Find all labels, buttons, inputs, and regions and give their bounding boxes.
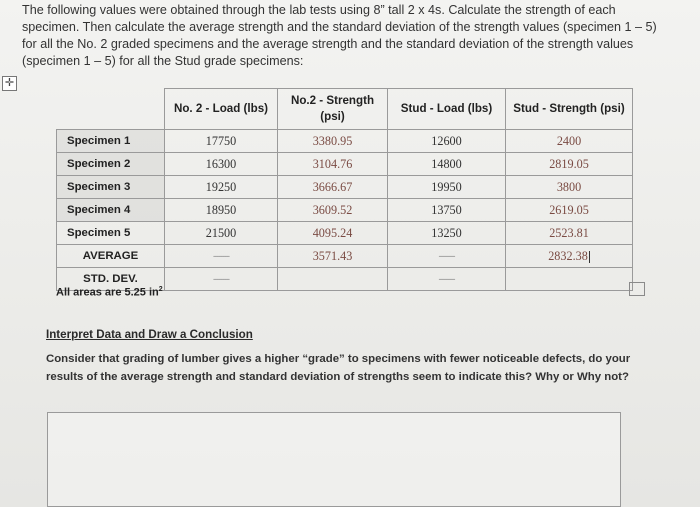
stud-strength-cell[interactable]: 2523.81 (506, 222, 633, 245)
row-label: Specimen 4 (57, 199, 165, 222)
question-text: Consider that grading of lumber gives a higher “grade” to specimens with fewer noticeable defects, do your results of the average strength and standard deviation of strengths seem to indicate this? Why or Why not? (46, 353, 631, 383)
move-handle-icon[interactable]: ✛ (2, 76, 17, 91)
no2-load-cell[interactable]: 18950 (165, 199, 278, 222)
average-label: AVERAGE (57, 245, 165, 268)
no2-strength-average-cell[interactable]: 3571.43 (278, 245, 388, 268)
no2-strength-std-dev-cell[interactable] (278, 268, 388, 291)
no2-strength-cell[interactable]: 3104.76 (278, 153, 388, 176)
areas-note-text: All areas are 5.25 in (56, 286, 159, 299)
no2-strength-cell[interactable]: 3609.52 (278, 199, 388, 222)
table-row (57, 130, 633, 153)
text-cursor (589, 251, 590, 263)
section-title: Interpret Data and Draw a Conclusion (46, 328, 253, 341)
table-resize-handle[interactable] (629, 282, 645, 296)
areas-note-superscript: 2 (158, 286, 163, 293)
header-stud-load: Stud - Load (lbs) (388, 89, 506, 130)
stud-strength-cell[interactable]: 2819.05 (506, 153, 633, 176)
stud-strength-average-value: 2832.38 (548, 248, 588, 263)
table-row (57, 153, 633, 176)
no2-load-cell[interactable]: 21500 (165, 222, 278, 245)
stud-load-cell[interactable]: 13250 (388, 222, 506, 245)
answer-textbox[interactable] (47, 412, 621, 507)
average-row (57, 245, 633, 268)
stud-load-cell[interactable]: 19950 (388, 176, 506, 199)
stud-load-cell[interactable]: 12600 (388, 130, 506, 153)
stud-strength-average-cell[interactable] (506, 245, 633, 268)
no2-strength-cell[interactable]: 3380.95 (278, 130, 388, 153)
row-label: Specimen 5 (57, 222, 165, 245)
table-header-row (57, 89, 633, 130)
stud-strength-cell[interactable]: 2619.05 (506, 199, 633, 222)
header-no2-load: No. 2 - Load (lbs) (165, 89, 278, 130)
stud-load-average-cell: -------- (388, 245, 506, 268)
no2-load-cell[interactable]: 16300 (165, 153, 278, 176)
stud-strength-std-dev-cell[interactable] (506, 268, 633, 291)
table-row (57, 222, 633, 245)
instructions-paragraph: The following values were obtained through the lab tests using 8” tall 2 x 4s. Calculate the strength of each specimen. Then calculate the average strength and the standard deviation of the strength values (specimen 1 – 5) for all the No. 2 graded specimens and the average strength and the standard deviation of the strength values (specimen 1 – 5) for all the Stud grade specimens: (22, 3, 657, 68)
no2-load-cell[interactable]: 17750 (165, 130, 278, 153)
stud-load-cell[interactable]: 13750 (388, 199, 506, 222)
std-dev-label: STD. DEV. (57, 268, 165, 291)
row-label: Specimen 2 (57, 153, 165, 176)
header-stud-strength: Stud - Strength (psi) (506, 89, 633, 130)
stud-strength-cell[interactable]: 3800 (506, 176, 633, 199)
stud-load-std-dev-cell: -------- (388, 268, 506, 291)
stud-strength-cell[interactable]: 2400 (506, 130, 633, 153)
no2-load-std-dev-cell: -------- (165, 268, 278, 291)
no2-load-cell[interactable]: 19250 (165, 176, 278, 199)
table-row (57, 199, 633, 222)
row-label: Specimen 1 (57, 130, 165, 153)
lab-results-table (56, 88, 633, 291)
table-row (57, 176, 633, 199)
no2-load-average-cell: -------- (165, 245, 278, 268)
no2-strength-cell[interactable]: 3666.67 (278, 176, 388, 199)
stud-load-cell[interactable]: 14800 (388, 153, 506, 176)
row-label: Specimen 3 (57, 176, 165, 199)
no2-strength-cell[interactable]: 4095.24 (278, 222, 388, 245)
areas-note (56, 286, 163, 299)
header-no2-strength: No.2 - Strength (psi) (278, 89, 388, 130)
header-empty (57, 89, 165, 130)
